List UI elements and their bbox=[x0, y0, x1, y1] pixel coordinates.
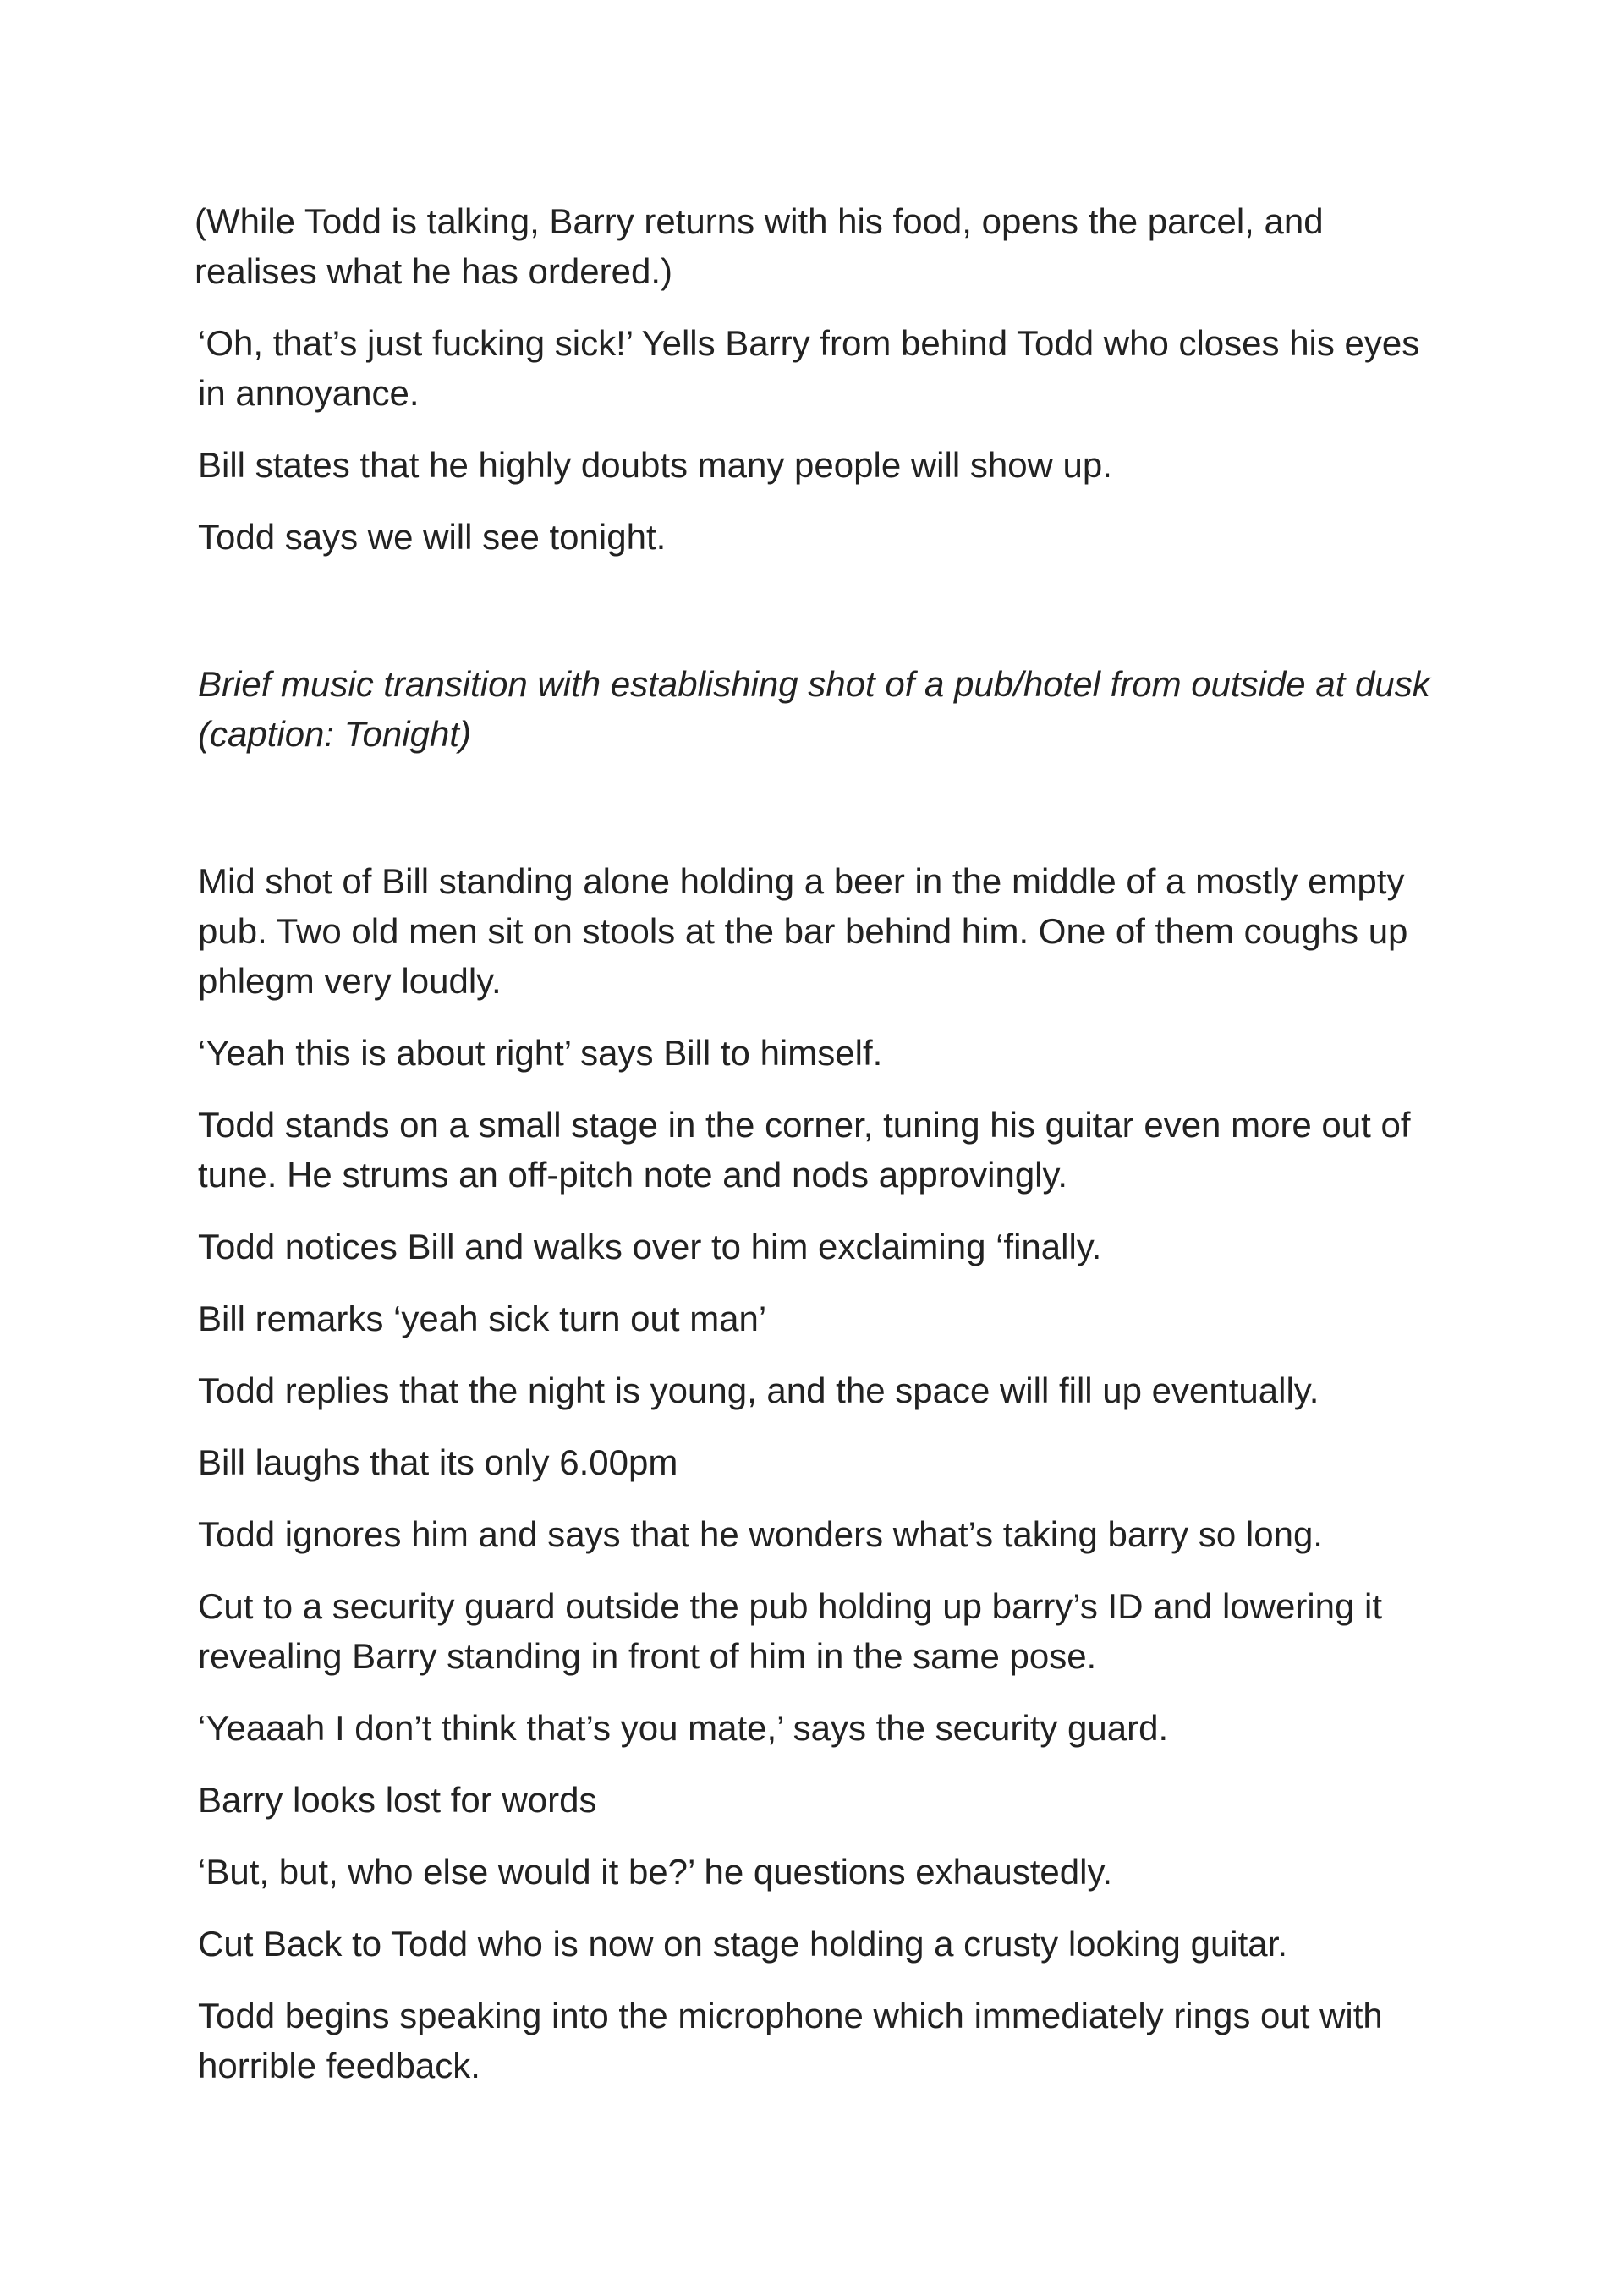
body-paragraph: Mid shot of Bill standing alone holding a beer in the middle of a mostly empty pub. Two old men sit on stools at the bar behind him. One of them coughs up phlegm very loudly. bbox=[198, 861, 1408, 1001]
script-body bbox=[195, 196, 1441, 2112]
body-paragraph: Bill remarks ‘yeah sick turn out man’ bbox=[198, 1299, 767, 1338]
body-paragraph: Todd ignores him and says that he wonders what’s taking barry so long. bbox=[198, 1514, 1323, 1554]
body-paragraph: Todd replies that the night is young, and the space will fill up eventually. bbox=[198, 1370, 1320, 1410]
scene-transition-direction: Brief music transition with establishing shot of a pub/hotel from outside at dusk (caption: Tonight) bbox=[198, 664, 1430, 754]
dialogue-paragraph: ‘But, but, who else would it be?’ he questions exhaustedly. bbox=[198, 1852, 1113, 1892]
body-paragraph: Barry looks lost for words bbox=[198, 1780, 597, 1820]
body-paragraph: Todd begins speaking into the microphone which immediately rings out with horrible feedback. bbox=[198, 1996, 1383, 2085]
body-paragraph: Bill states that he highly doubts many people will show up. bbox=[198, 445, 1112, 485]
body-paragraph: Bill laughs that its only 6.00pm bbox=[198, 1442, 678, 1482]
body-paragraph: Todd notices Bill and walks over to him exclaiming ‘finally. bbox=[198, 1227, 1102, 1266]
body-paragraph: Todd says we will see tonight. bbox=[198, 517, 667, 557]
dialogue-paragraph: ‘Oh, that’s just fucking sick!’ Yells Barry from behind Todd who closes his eyes in annoyance. bbox=[198, 323, 1420, 413]
body-paragraph: Todd stands on a small stage in the corner, tuning his guitar even more out of tune. He strums an off-pitch note and nods approvingly. bbox=[198, 1105, 1411, 1195]
body-paragraph: Cut to a security guard outside the pub holding up barry’s ID and lowering it revealing Barry standing in front of him in the same pose. bbox=[198, 1586, 1383, 1676]
stage-direction-paragraph: (While Todd is talking, Barry returns with his food, opens the parcel, and realises what he has ordered.) bbox=[195, 201, 1324, 291]
body-paragraph: Cut Back to Todd who is now on stage holding a crusty looking guitar. bbox=[198, 1924, 1287, 1964]
dialogue-paragraph: ‘Yeah this is about right’ says Bill to himself. bbox=[198, 1033, 883, 1073]
dialogue-paragraph: ‘Yeaaah I don’t think that’s you mate,’ says the security guard. bbox=[198, 1708, 1169, 1748]
